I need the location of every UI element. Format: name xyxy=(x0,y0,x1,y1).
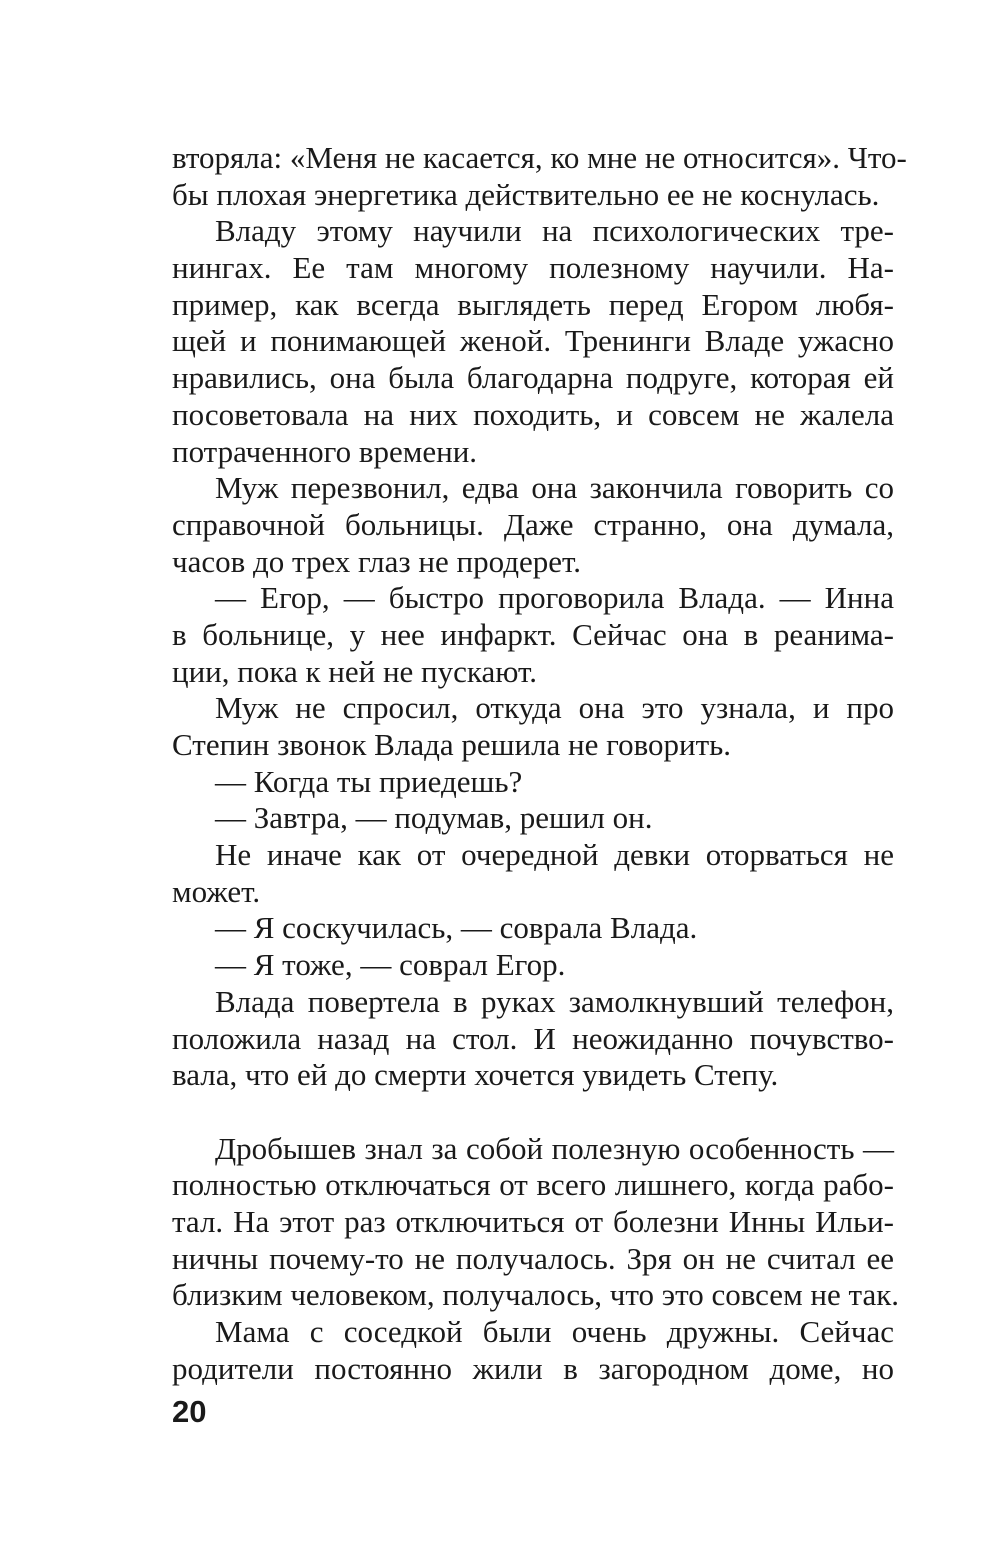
text-line: Степин звонок Влада решила не говорить. xyxy=(172,727,732,762)
section-break xyxy=(172,1094,894,1131)
text-line: — Егор, — быстро проговорила Влада. — Инна xyxy=(215,580,894,616)
page-number: 20 xyxy=(172,1394,207,1429)
text-line: часов до трех глаз не продерет. xyxy=(172,543,581,579)
text-line: ции, пока к ней не пускают. xyxy=(172,653,537,689)
body-text xyxy=(172,140,907,1387)
text-line: Мама с соседкой были очень дружны. Сейчас xyxy=(215,1314,894,1349)
text-line: Муж не спросил, откуда она это узнала, и про xyxy=(215,690,894,726)
text-line: может. xyxy=(172,873,261,909)
text-line: Не иначе как от очередной девки оторваться не xyxy=(215,837,894,873)
text-line: нингах. Ее там многому полезному научили. На- xyxy=(172,250,894,286)
text-line: родители постоянно жили в загородном доме, но xyxy=(172,1350,894,1386)
text-line: — Я тоже, — соврал Егор. xyxy=(215,947,566,983)
text-line: в больнице, у нее инфаркт. Сейчас она в реанима- xyxy=(172,616,894,652)
text-line: Влада повертела в руках замолкнувший телефон, xyxy=(215,983,894,1019)
text-line: потраченного времени. xyxy=(172,433,478,469)
text-line: вала, что ей до смерти хочется увидеть Степу. xyxy=(172,1057,779,1093)
text-line: пример, как всегда выглядеть перед Егором любя- xyxy=(172,286,894,322)
text-line: бы плохая энергетика действительно ее не коснулась. xyxy=(172,176,880,212)
text-line: Владу этому научили на психологических тре- xyxy=(215,213,894,249)
text-line: справочной больницы. Даже странно, она думала, xyxy=(172,506,894,542)
text-line: щей и понимающей женой. Тренинги Владе ужасно xyxy=(172,323,894,359)
text-line: Муж перезвонил, едва она закончила говорить со xyxy=(215,470,894,506)
text-line: тал. На этот раз отключиться от болезни Инны Ильи- xyxy=(172,1203,894,1239)
text-line: близким человеком, получалось, что это совсем не так. xyxy=(172,1277,900,1313)
text-line: вторяла: «Меня не касается, ко мне не относится». Что- xyxy=(172,140,907,175)
text-line: полностью отключаться от всего лишнего, когда рабо- xyxy=(172,1167,894,1203)
text-line: нравились, она была благодарна подруге, которая ей xyxy=(172,360,894,396)
text-line: Дробышев знал за собой полезную особенность — xyxy=(215,1130,894,1166)
text-line: посоветовала на них походить, и совсем не жалела xyxy=(172,396,894,432)
text-line: ничны почему-то не получалось. Зря он не считал ее xyxy=(172,1240,894,1276)
text-line: положила назад на стол. И неожиданно почувство- xyxy=(172,1020,894,1056)
text-line: — Завтра, — подумав, решил он. xyxy=(215,800,653,836)
text-line: — Я соскучилась, — соврала Влада. xyxy=(215,910,698,946)
text-line: — Когда ты приедешь? xyxy=(215,763,523,799)
